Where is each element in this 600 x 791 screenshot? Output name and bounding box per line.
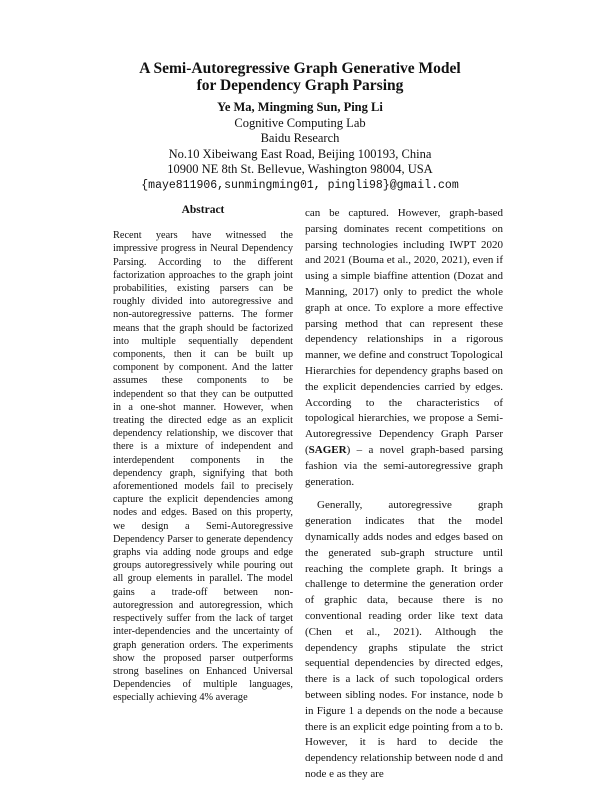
abstract-heading: Abstract (181, 204, 225, 216)
affiliation-org: Baidu Research (260, 131, 340, 146)
parser-full-name: Semi-Autoregressive Dependency Graph Parser (305, 412, 503, 441)
abstract-text: Recent years have witnessed the impressive progress in Neural Dependency Parsing. According to the different factorization approaches to the graph joint probabilities, existing parsers can be roughly divided into autoregressive and non-autoregressive patterns. The former means that the graph should be factorized into multiple sequentially dependent components, then it can be built up component by component. And the latter assumes these components to be independent so that they can be outputted in a one-shot manner. However, when treating the directed edge as an explicit dependency relationship, we discover that there is a mixture of independent and interdependent components in the dependency graph, signifying that both aforementioned models fail to precisely capture the explicit dependencies among nodes and edges. Based on this property, we design a Semi-Autoregressive Dependency Parser to generate dependency graphs via adding node groups and edge groups autoregressively while pouring out all group elements in parallel. The model gains a trade-off between non-autoregression and autoregression, which respectively suffer from the lack of target inter-dependencies and the uncertainty of graph generation orders. The experiments show the proposed parser outperforms strong baselines on Enhanced Universal Dependencies of multiple languages, especially achieving 4% average (113, 230, 293, 704)
address-bellevue: 10900 NE 8th St. Bellevue, Washington 98004, USA (167, 162, 433, 177)
intro-paragraph-1-end: – a novel graph-based parsing fashion via the semi-autoregressive graph generation. (305, 443, 503, 488)
intro-paragraph-1-start: can be captured. However, graph-based parsing dominates recent competitions on parsing technologies including IWPT 2020 and 2021 (Bouma et al., 2020, 2021), even if using a simple biaffine attention (Dozat and Manning, 2017) only to predict the whole graph at once. To explore a more effective parsing method that can represent these dependency relationships in a rigorous manner, we define and construct Topological Hierarchies for dependency graphs based on the explicit dependencies carried by edges. According to the characteristics of topological hierarchies, we propose a (305, 207, 503, 425)
left-column (105, 204, 301, 705)
title-line-2: for Dependency Graph Parsing (196, 77, 404, 94)
address-beijing: No.10 Xibeiwang East Road, Beijing 100193, China (168, 146, 432, 161)
intro-paragraph-2: Generally, autoregressive graph generation indicates that the model dynamically adds nodes and edges based on the generated sub-graph structure until reaching the complete graph. It brings a challenge to determine the generation order of graphic data, because there is no conventional reading order like text data (Chen et al., 2021). Although the dependency graphs stipulate the strict sequential dependencies by directed edges, there is a lack of such topological orders between sibling nodes. For instance, node b in Figure 1 a depends on the node a because there is an explicit edge pointing from a to b. However, it is hard to decide the dependency relationship between node d and node e as they are (305, 499, 503, 780)
intro-paragraph-1: can be captured. However, graph-based parsing dominates recent competitions on parsing technologies including IWPT 2020 and 2021 (Bouma et al., 2020, 2021), even if using a simple biaffine attention (Dozat and Manning, 2017) only to predict the whole graph at once. To explore a more effective parsing method that can represent these dependency relationships in a rigorous manner, we define and construct Topological Hierarchies for dependency graphs based on the explicit dependencies carried by edges. According to the characteristics of topological hierarchies, we propose a Semi-Autoregressive Dependency Graph Parser (SAGER) – a novel graph-based parsing fashion via the semi-autoregressive graph generation. (305, 207, 503, 488)
paper-title (0, 60, 600, 94)
right-column (305, 206, 503, 791)
parser-abbreviation: SAGER (308, 443, 347, 456)
author-names: Ye Ma, Mingming Sun, Ping Li (217, 100, 383, 114)
author-emails: {maye811906,sunmingming01, pingli98}@gmail.com (141, 178, 459, 192)
affiliation-lab: Cognitive Computing Lab (234, 115, 366, 130)
title-line-1: A Semi-Autoregressive Graph Generative Model (139, 60, 461, 77)
author-block (0, 100, 600, 194)
